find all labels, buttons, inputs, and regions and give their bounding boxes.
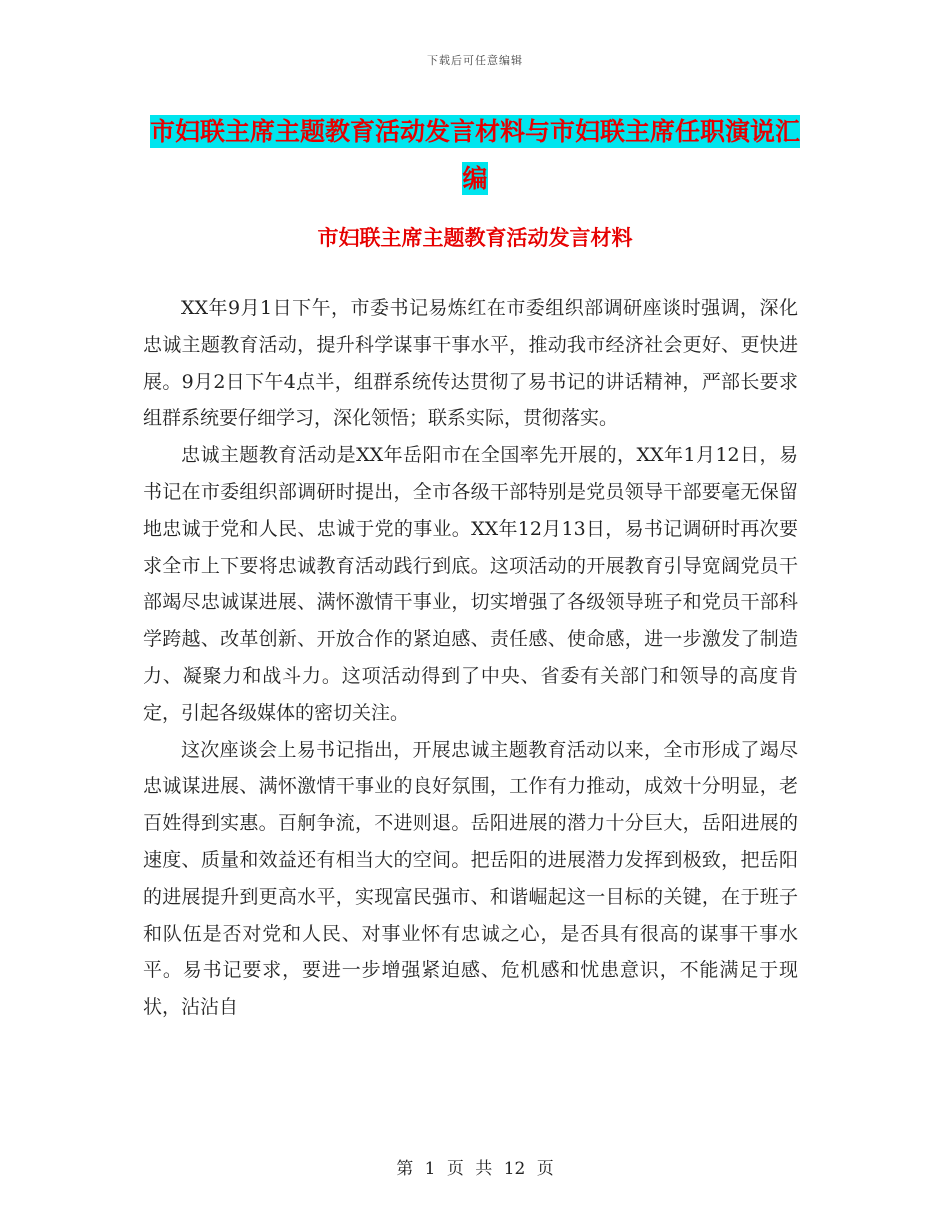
header-note: 下载后可任意编辑 — [427, 54, 523, 67]
document-body — [143, 290, 798, 1026]
section-title: 市妇联主席主题教育活动发言材料 — [317, 225, 633, 250]
document-title-text: 市妇联主席主题教育活动发言材料与市妇联主席任职演说汇编 — [150, 117, 801, 193]
page-number-footer: 第 1 页 共 12 页 — [396, 1159, 554, 1179]
paragraph: XX年9月1日下午，市委书记易炼红在市委组织部调研座谈时强调，深化忠诚主题教育活动，提升科学谋事干事水平，推动我市经济社会更好、更快进展。9月2日下午4点半，组群系统传达贯彻了易书记的讲话精神，严部长要求组群系统要仔细学习，深化领悟；联系实际，贯彻落实。 — [143, 297, 798, 430]
paragraph: 忠诚主题教育活动是XX年岳阳市在全国率先开展的，XX年1月12日，易书记在市委组织部调研时提出，全市各级干部特别是党员领导干部要毫无保留地忠诚于党和人民、忠诚于党的事业。XX年12月13日，易书记调研时再次要求全市上下要将忠诚教育活动践行到底。这项活动的开展教育引导宽阔党员干部竭尽忠诚谋进展、满怀激情干事业，切实增强了各级领导班子和党员干部科学跨越、改革创新、开放合作的紧迫感、责任感、使命感，进一步激发了制造力、凝聚力和战斗力。这项活动得到了中央、省委有关部门和领导的高度肯定，引起各级媒体的密切关注。 — [143, 444, 798, 724]
document-title — [150, 108, 800, 202]
paragraph: 这次座谈会上易书记指出，开展忠诚主题教育活动以来，全市形成了竭尽忠诚谋进展、满怀激情干事业的良好氛围，工作有力推动，成效十分明显，老百姓得到实惠。百舸争流，不进则退。岳阳进展的潜力十分巨大，岳阳进展的速度、质量和效益还有相当大的空间。把岳阳的进展潜力发挥到极致，把岳阳的进展提升到更高水平，实现富民强市、和谐崛起这一目标的关键，在于班子和队伍是否对党和人民、对事业怀有忠诚之心，是否具有很高的谋事干事水平。易书记要求，要进一步增强紧迫感、危机感和忧患意识，不能满足于现状，沾沾自 — [143, 738, 798, 1019]
